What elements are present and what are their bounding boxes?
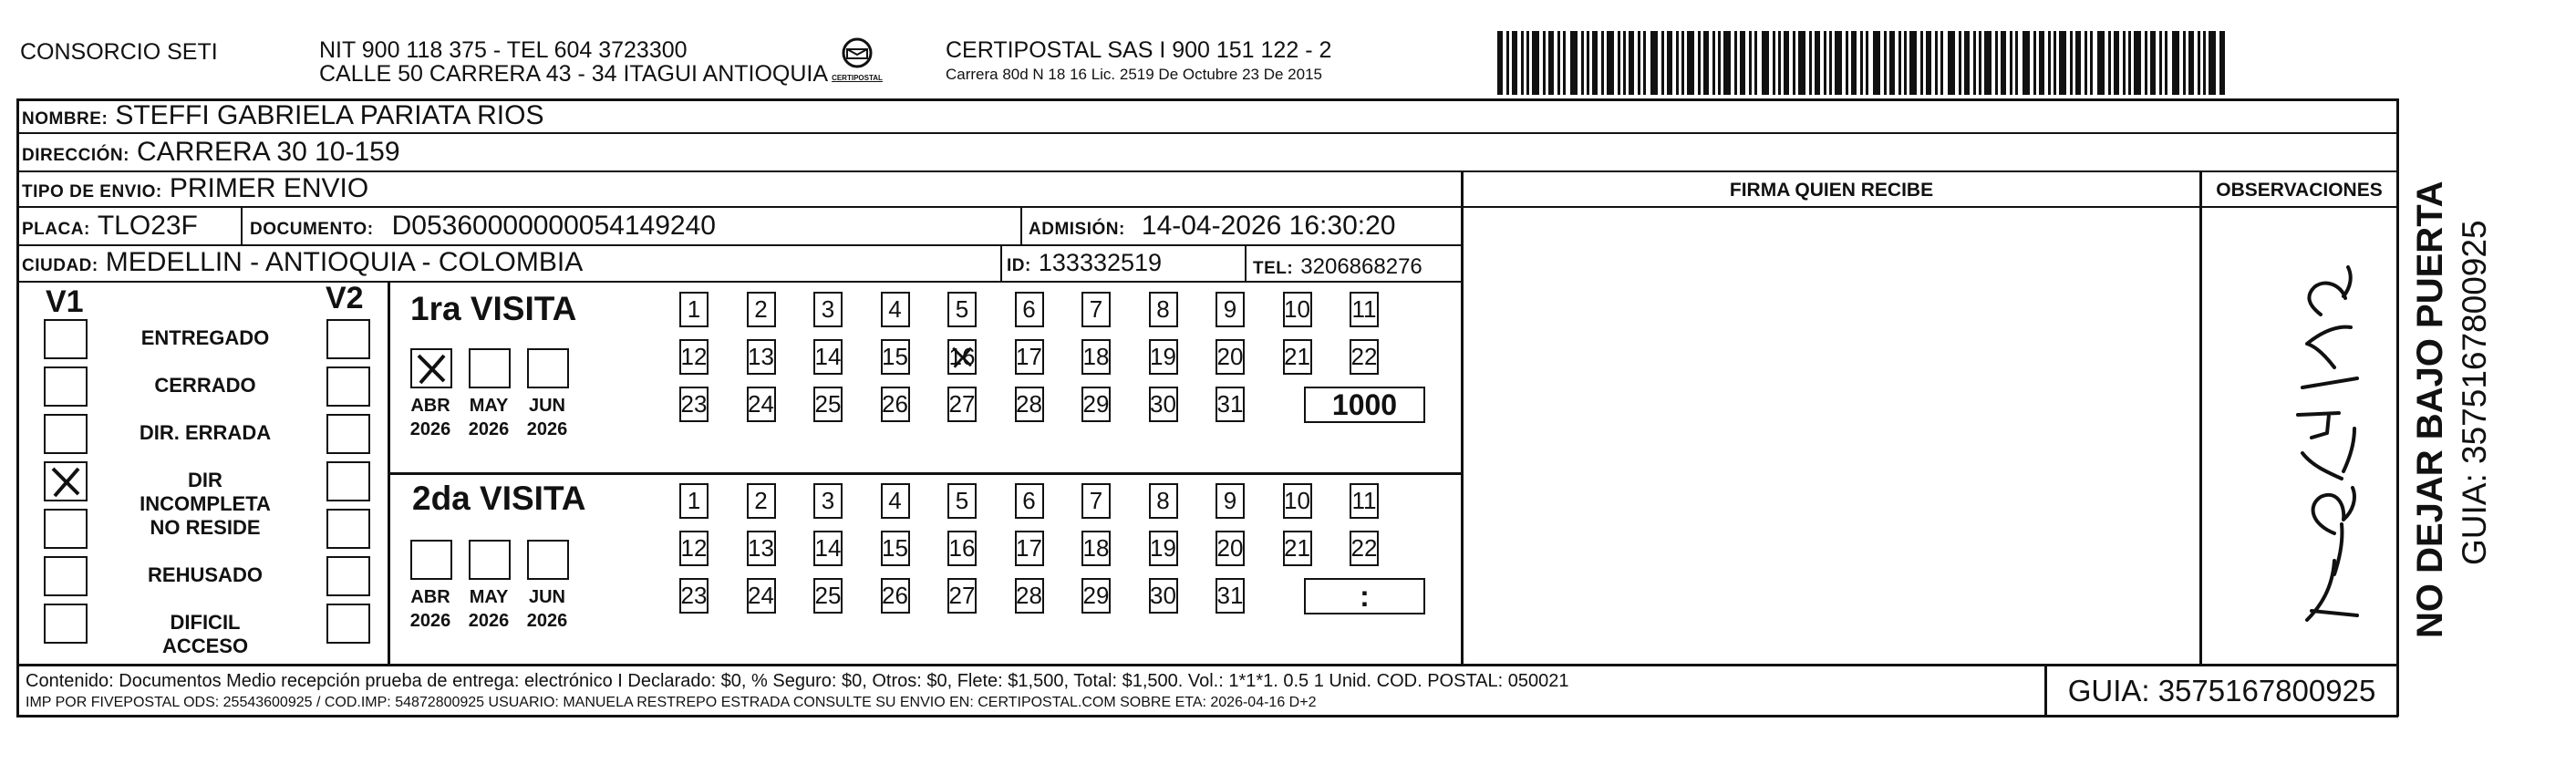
admision-label: ADMISIÓN:	[1029, 220, 1125, 239]
visit-2-day-number: 22	[1350, 534, 1378, 562]
visit-1-day-number: 4	[888, 295, 902, 323]
v1-checkbox[interactable]	[44, 319, 88, 359]
visit-1-title: 1ra VISITA	[410, 290, 577, 327]
visit-1-day-number: 29	[1082, 390, 1110, 418]
row-divider-5	[16, 281, 1462, 283]
visit-1-day-number: 27	[948, 390, 976, 418]
visit-1-day-box[interactable]	[881, 339, 910, 375]
visit-2-day-number: 8	[1156, 487, 1170, 514]
visit-1-day-number: 30	[1150, 390, 1176, 418]
form-left-border	[16, 98, 19, 717]
visit-2-day-number: 13	[748, 534, 774, 562]
visit-2-day-box[interactable]	[813, 483, 843, 519]
visit-2-day-number: 10	[1284, 487, 1310, 514]
visit-1-day-box[interactable]	[679, 292, 709, 327]
visit-2-day-box[interactable]	[1149, 578, 1178, 614]
visit-2-title: 2da VISITA	[412, 480, 586, 517]
placa-label: PLACA:	[22, 220, 90, 239]
tel-value: 3206868276	[1300, 254, 1422, 279]
visit-1-day-box[interactable]	[1149, 339, 1178, 375]
visit-1-day-number: 6	[1022, 295, 1036, 323]
visit-1-month-year: 2026	[468, 419, 510, 439]
status-label: ENTREGADO	[140, 326, 270, 349]
visit-2-day-box[interactable]	[679, 578, 709, 614]
v1-checkbox[interactable]	[44, 604, 88, 644]
visit-2-day-number: 7	[1089, 487, 1103, 514]
v1-checkbox[interactable]	[44, 556, 88, 596]
visit-2-day-box[interactable]	[1149, 483, 1178, 519]
visit-1-month-name: ABR	[410, 396, 450, 416]
handwritten-note	[2271, 260, 2380, 634]
form-bottom-border	[16, 715, 2398, 718]
visit-2-day-number: 27	[948, 582, 976, 609]
visit-1-day-number: 13	[748, 343, 774, 370]
visit-2-day-number: 14	[814, 534, 842, 562]
visit-1-day-number: 26	[882, 390, 908, 418]
visit-1-day-box[interactable]	[1216, 387, 1245, 422]
visit-1-day-box[interactable]	[679, 387, 709, 422]
nit-line-1: NIT 900 118 375 - TEL 604 3723300	[319, 37, 688, 63]
visit-2-month-year: 2026	[468, 611, 510, 631]
observaciones-header: OBSERVACIONES	[2216, 180, 2383, 201]
visit-2-day-box[interactable]	[881, 483, 910, 519]
ciudad-value: MEDELLIN - ANTIOQUIA - COLOMBIA	[105, 247, 584, 277]
col-divider-observaciones	[2199, 170, 2202, 664]
visit-1-day-box[interactable]	[1015, 339, 1044, 375]
col-divider-firma	[1461, 170, 1464, 664]
visit-1-day-number: 5	[955, 295, 969, 323]
row-divider-3	[16, 206, 2398, 208]
visit-2-day-box[interactable]	[1015, 483, 1044, 519]
col-divider-id	[1000, 244, 1002, 281]
direccion-label: DIRECCIÓN:	[22, 146, 129, 165]
col-divider-tel	[1245, 244, 1247, 281]
visit-1-day-box[interactable]	[1216, 339, 1245, 375]
placa-value: TLO23F	[97, 211, 198, 241]
visit-2-day-box[interactable]	[947, 531, 977, 566]
visit-1-month-label	[463, 394, 514, 441]
visit-2-day-number: 26	[882, 582, 908, 609]
visit-2-day-number: 4	[888, 487, 902, 514]
visit-1-day-number: 1	[687, 295, 701, 323]
visit-1-day-box[interactable]	[1350, 339, 1379, 375]
visit-1-day-number: 2	[754, 295, 768, 323]
visit-2-day-number: 23	[680, 582, 708, 609]
status-label: DIR. ERRADA	[139, 421, 272, 444]
visit-1-day-number: 20	[1216, 343, 1244, 370]
visit-1-month-label	[405, 394, 456, 441]
visit-2-day-box[interactable]	[1149, 531, 1178, 566]
visit-2-day-number: 16	[948, 534, 976, 562]
v2-checkbox[interactable]	[326, 414, 370, 454]
visit-2-month-checkbox[interactable]	[527, 540, 569, 580]
col-divider-visits	[388, 281, 390, 664]
visit-2-month-year: 2026	[526, 611, 568, 631]
visit-1-day-number: 7	[1089, 295, 1103, 323]
visit-1-month-checkbox[interactable]	[469, 348, 511, 388]
certipostal-logo	[830, 36, 885, 89]
visit-2-month-checkbox[interactable]	[410, 540, 452, 580]
visit-1-day-number: 17	[1016, 343, 1042, 370]
visit-1-day-number: 22	[1350, 343, 1378, 370]
visit-1-day-number: 15	[882, 343, 908, 370]
visit-1-day-box[interactable]	[881, 387, 910, 422]
visit-2-day-number: 28	[1016, 582, 1042, 609]
logo-text: CERTIPOSTAL	[832, 74, 883, 82]
visit-1-month-checkbox[interactable]	[410, 348, 452, 388]
visit-2-day-box[interactable]	[1216, 483, 1245, 519]
x-mark-icon	[949, 341, 975, 373]
tel-field	[1253, 252, 1422, 283]
v2-checkbox[interactable]	[326, 319, 370, 359]
v2-header: V2	[326, 281, 364, 315]
visit-2-day-box[interactable]	[747, 531, 776, 566]
v1-header: V1	[46, 284, 84, 319]
visit-1-day-box[interactable]	[813, 387, 843, 422]
ciudad-field	[22, 249, 583, 280]
visit-1-day-number: 19	[1150, 343, 1176, 370]
visit-1-month-name: MAY	[469, 396, 509, 416]
footer-line-2: IMP POR FIVEPOSTAL ODS: 25543600925 / COD.IMP: 54872800925 USUARIO: MANUELA RESTREPO ESTRADA CONSULTE SU ENVIO EN: CERTIPOSTAL.COM SOBRE ETA: 2026-04-16 D+2	[26, 695, 1317, 710]
handwritten-note-text: Falta apto	[2271, 260, 2275, 261]
visit-1-day-box[interactable]	[1015, 387, 1044, 422]
visit-2-day-box[interactable]	[1081, 531, 1111, 566]
form-right-border	[2396, 98, 2399, 717]
x-mark-icon	[46, 463, 86, 500]
visit-2-day-number: 2	[754, 487, 768, 514]
visit-1-day-number: 8	[1156, 295, 1170, 323]
footer-divider	[16, 664, 2398, 666]
v1-checkbox[interactable]	[44, 367, 88, 407]
direccion-field	[22, 139, 400, 170]
firma-header: FIRMA QUIEN RECIBE	[1729, 180, 1934, 201]
col-divider-admision	[1020, 208, 1022, 244]
visit-1-day-box[interactable]	[881, 292, 910, 327]
certipostal-line-1: CERTIPOSTAL SAS I 900 151 122 - 2	[946, 37, 1332, 63]
nombre-label: NOMBRE:	[22, 109, 109, 129]
status-label: DIR INCOMPLETA	[140, 469, 271, 515]
footer-line-1: Contenido: Documentos Medio recepción prueba de entrega: electrónico I Declarado: $0, % Seguro: $0, Otros: $0, Flete: $1,500, Total: $1,500. Vol.: 1*1*1. 0.5 1 Unid. COD. POSTAL: 050021	[26, 671, 1569, 691]
status-label: REHUSADO	[148, 563, 263, 586]
tipo-envio-value: PRIMER ENVIO	[169, 173, 369, 203]
visit-1-month-year: 2026	[409, 419, 451, 439]
nombre-value: STEFFI GABRIELA PARIATA RIOS	[115, 100, 544, 130]
visit-1-day-box[interactable]	[1015, 292, 1044, 327]
nit-line-2: CALLE 50 CARRERA 43 - 34 ITAGUI ANTIOQUIA	[319, 61, 829, 87]
visit-2-day-number: 21	[1284, 534, 1310, 562]
visit-2-day-number: 29	[1082, 582, 1110, 609]
visit-2-day-number: 17	[1016, 534, 1042, 562]
status-label: DIFICIL ACCESO	[161, 611, 249, 657]
visit-2-month-label	[522, 585, 573, 633]
visit-1-day-number: 11	[1351, 295, 1377, 323]
documento-value: D05360000000054149240	[391, 211, 716, 241]
status-label: NO RESIDE	[150, 516, 261, 539]
visit-2-day-number: 30	[1150, 582, 1176, 609]
visit-1-day-number: 28	[1016, 390, 1042, 418]
visit-1-day-box[interactable]	[1283, 339, 1312, 375]
placa-field	[22, 212, 198, 243]
tel-label: TEL:	[1253, 259, 1294, 278]
v2-checkbox[interactable]	[326, 367, 370, 407]
v2-checkbox[interactable]	[326, 556, 370, 596]
v2-checkbox[interactable]	[326, 461, 370, 501]
visit-1-day-box[interactable]	[1283, 292, 1312, 327]
visit-1-day-box[interactable]	[813, 292, 843, 327]
visit-2-day-box[interactable]	[1283, 483, 1312, 519]
v1-checkbox[interactable]	[44, 414, 88, 454]
col-divider-placa	[241, 208, 243, 244]
id-value: 133332519	[1038, 249, 1163, 276]
visit-2-day-box[interactable]	[1081, 578, 1111, 614]
visit-2-day-box[interactable]	[747, 483, 776, 519]
direccion-value: CARRERA 30 10-159	[137, 137, 400, 167]
visits-divider	[388, 472, 1462, 475]
side-guia: GUIA: 3575167800925	[2456, 220, 2493, 565]
v1-checkbox[interactable]	[44, 509, 88, 549]
visit-2-day-number: 31	[1216, 582, 1244, 609]
footer-guia: GUIA: 3575167800925	[2067, 673, 2376, 707]
barcode	[1497, 31, 2227, 95]
visit-2-day-box[interactable]	[679, 483, 709, 519]
visit-2-day-box[interactable]	[1216, 578, 1245, 614]
visit-1-day-box[interactable]	[747, 387, 776, 422]
visit-2-day-box[interactable]	[1015, 578, 1044, 614]
documento-field	[250, 212, 716, 243]
visit-1-day-box[interactable]	[1149, 387, 1178, 422]
visit-1-day-number: 10	[1284, 295, 1310, 323]
v1-checkbox[interactable]	[44, 461, 88, 501]
row-divider-2	[16, 170, 2398, 172]
visit-1-day-number: 18	[1082, 343, 1110, 370]
visit-2-month-checkbox[interactable]	[469, 540, 511, 580]
visit-2-day-number: 5	[955, 487, 969, 514]
visit-1-day-box[interactable]	[1216, 292, 1245, 327]
visit-1-day-box[interactable]	[947, 387, 977, 422]
visit-1-day-box[interactable]	[1149, 292, 1178, 327]
visit-1-day-number: 3	[821, 295, 835, 323]
visit-2-day-box[interactable]	[947, 483, 977, 519]
visit-1-day-number: 24	[748, 390, 774, 418]
visit-1-day-box[interactable]	[747, 339, 776, 375]
visit-1-day-number: 9	[1223, 295, 1237, 323]
visit-2-month-name: MAY	[469, 587, 509, 607]
visit-1-day-number: 16	[948, 343, 976, 370]
visit-1-month-year: 2026	[526, 419, 568, 439]
visit-1-day-box[interactable]	[947, 292, 977, 327]
visit-1-month-checkbox[interactable]	[527, 348, 569, 388]
visit-1-day-box[interactable]	[679, 339, 709, 375]
visit-2-day-number: 12	[680, 534, 708, 562]
visit-1-day-box[interactable]	[813, 339, 843, 375]
visit-2-day-box[interactable]	[747, 578, 776, 614]
visit-1-day-box[interactable]	[947, 339, 977, 375]
status-label: CERRADO	[154, 374, 256, 397]
visit-2-day-number: 15	[882, 534, 908, 562]
visit-2-day-box[interactable]	[1081, 483, 1111, 519]
visit-2-day-box[interactable]	[1015, 531, 1044, 566]
visit-2-day-number: 6	[1022, 487, 1036, 514]
visit-2-day-number: 24	[748, 582, 774, 609]
x-mark-icon	[412, 350, 450, 387]
visit-2-time-box[interactable]: :	[1304, 578, 1425, 614]
visit-2-day-box[interactable]	[679, 531, 709, 566]
visit-2-day-number: 3	[821, 487, 835, 514]
visit-1-day-box[interactable]	[1350, 292, 1379, 327]
nombre-field	[22, 102, 543, 133]
visit-2-day-box[interactable]	[1216, 531, 1245, 566]
visit-1-day-number: 23	[680, 390, 708, 418]
visit-2-day-number: 1	[687, 487, 701, 514]
visit-2-day-number: 18	[1082, 534, 1110, 562]
documento-label: DOCUMENTO:	[250, 220, 374, 239]
tipo-envio-field	[22, 175, 368, 206]
visit-1-day-number: 12	[680, 343, 708, 370]
visit-2-month-name: JUN	[528, 587, 565, 607]
visit-2-day-number: 20	[1216, 534, 1244, 562]
admision-value: 14-04-2026 16:30:20	[1141, 211, 1396, 241]
visit-1-day-box[interactable]	[1081, 292, 1111, 327]
v2-checkbox[interactable]	[326, 509, 370, 549]
visit-2-month-label	[463, 585, 514, 633]
visit-1-day-box[interactable]	[1081, 387, 1111, 422]
visit-2-day-box[interactable]	[813, 578, 843, 614]
visit-2-day-box[interactable]	[1283, 531, 1312, 566]
visit-2-day-number: 9	[1223, 487, 1237, 514]
visit-2-day-box[interactable]	[881, 578, 910, 614]
tipo-envio-label: TIPO DE ENVIO:	[22, 182, 162, 201]
visit-2-day-number: 19	[1150, 534, 1176, 562]
visit-1-month-label	[522, 394, 573, 441]
id-label: ID:	[1007, 256, 1031, 275]
visit-2-day-box[interactable]	[1350, 483, 1379, 519]
visit-2-day-box[interactable]	[881, 531, 910, 566]
ciudad-label: CIUDAD:	[22, 256, 98, 275]
visit-1-day-number: 21	[1284, 343, 1310, 370]
visit-1-day-box[interactable]	[1081, 339, 1111, 375]
admision-field	[1029, 212, 1395, 243]
visit-2-day-number: 11	[1351, 487, 1377, 514]
id-field	[1007, 249, 1162, 280]
visit-2-month-name: ABR	[410, 587, 450, 607]
certipostal-line-2: Carrera 80d N 18 16 Lic. 2519 De Octubre 23 De 2015	[946, 66, 1322, 83]
visit-1-day-box[interactable]	[747, 292, 776, 327]
visit-2-day-box[interactable]	[947, 578, 977, 614]
visit-2-month-label	[405, 585, 456, 633]
visit-1-day-number: 14	[814, 343, 842, 370]
visit-1-day-number: 31	[1216, 390, 1244, 418]
visit-2-day-number: 25	[814, 582, 842, 609]
visit-2-day-box[interactable]	[1350, 531, 1379, 566]
visit-2-day-box[interactable]	[813, 531, 843, 566]
company-name: CONSORCIO SETI	[20, 39, 218, 65]
side-notice: NO DEJAR BAJO PUERTA	[2410, 181, 2450, 638]
v2-checkbox[interactable]	[326, 604, 370, 644]
visit-1-day-number: 25	[814, 390, 842, 418]
visit-1-month-name: JUN	[528, 396, 565, 416]
visit-2-month-year: 2026	[409, 611, 451, 631]
visit-1-time-box[interactable]: 1000	[1304, 387, 1425, 423]
envelope-seal-icon	[839, 36, 875, 69]
